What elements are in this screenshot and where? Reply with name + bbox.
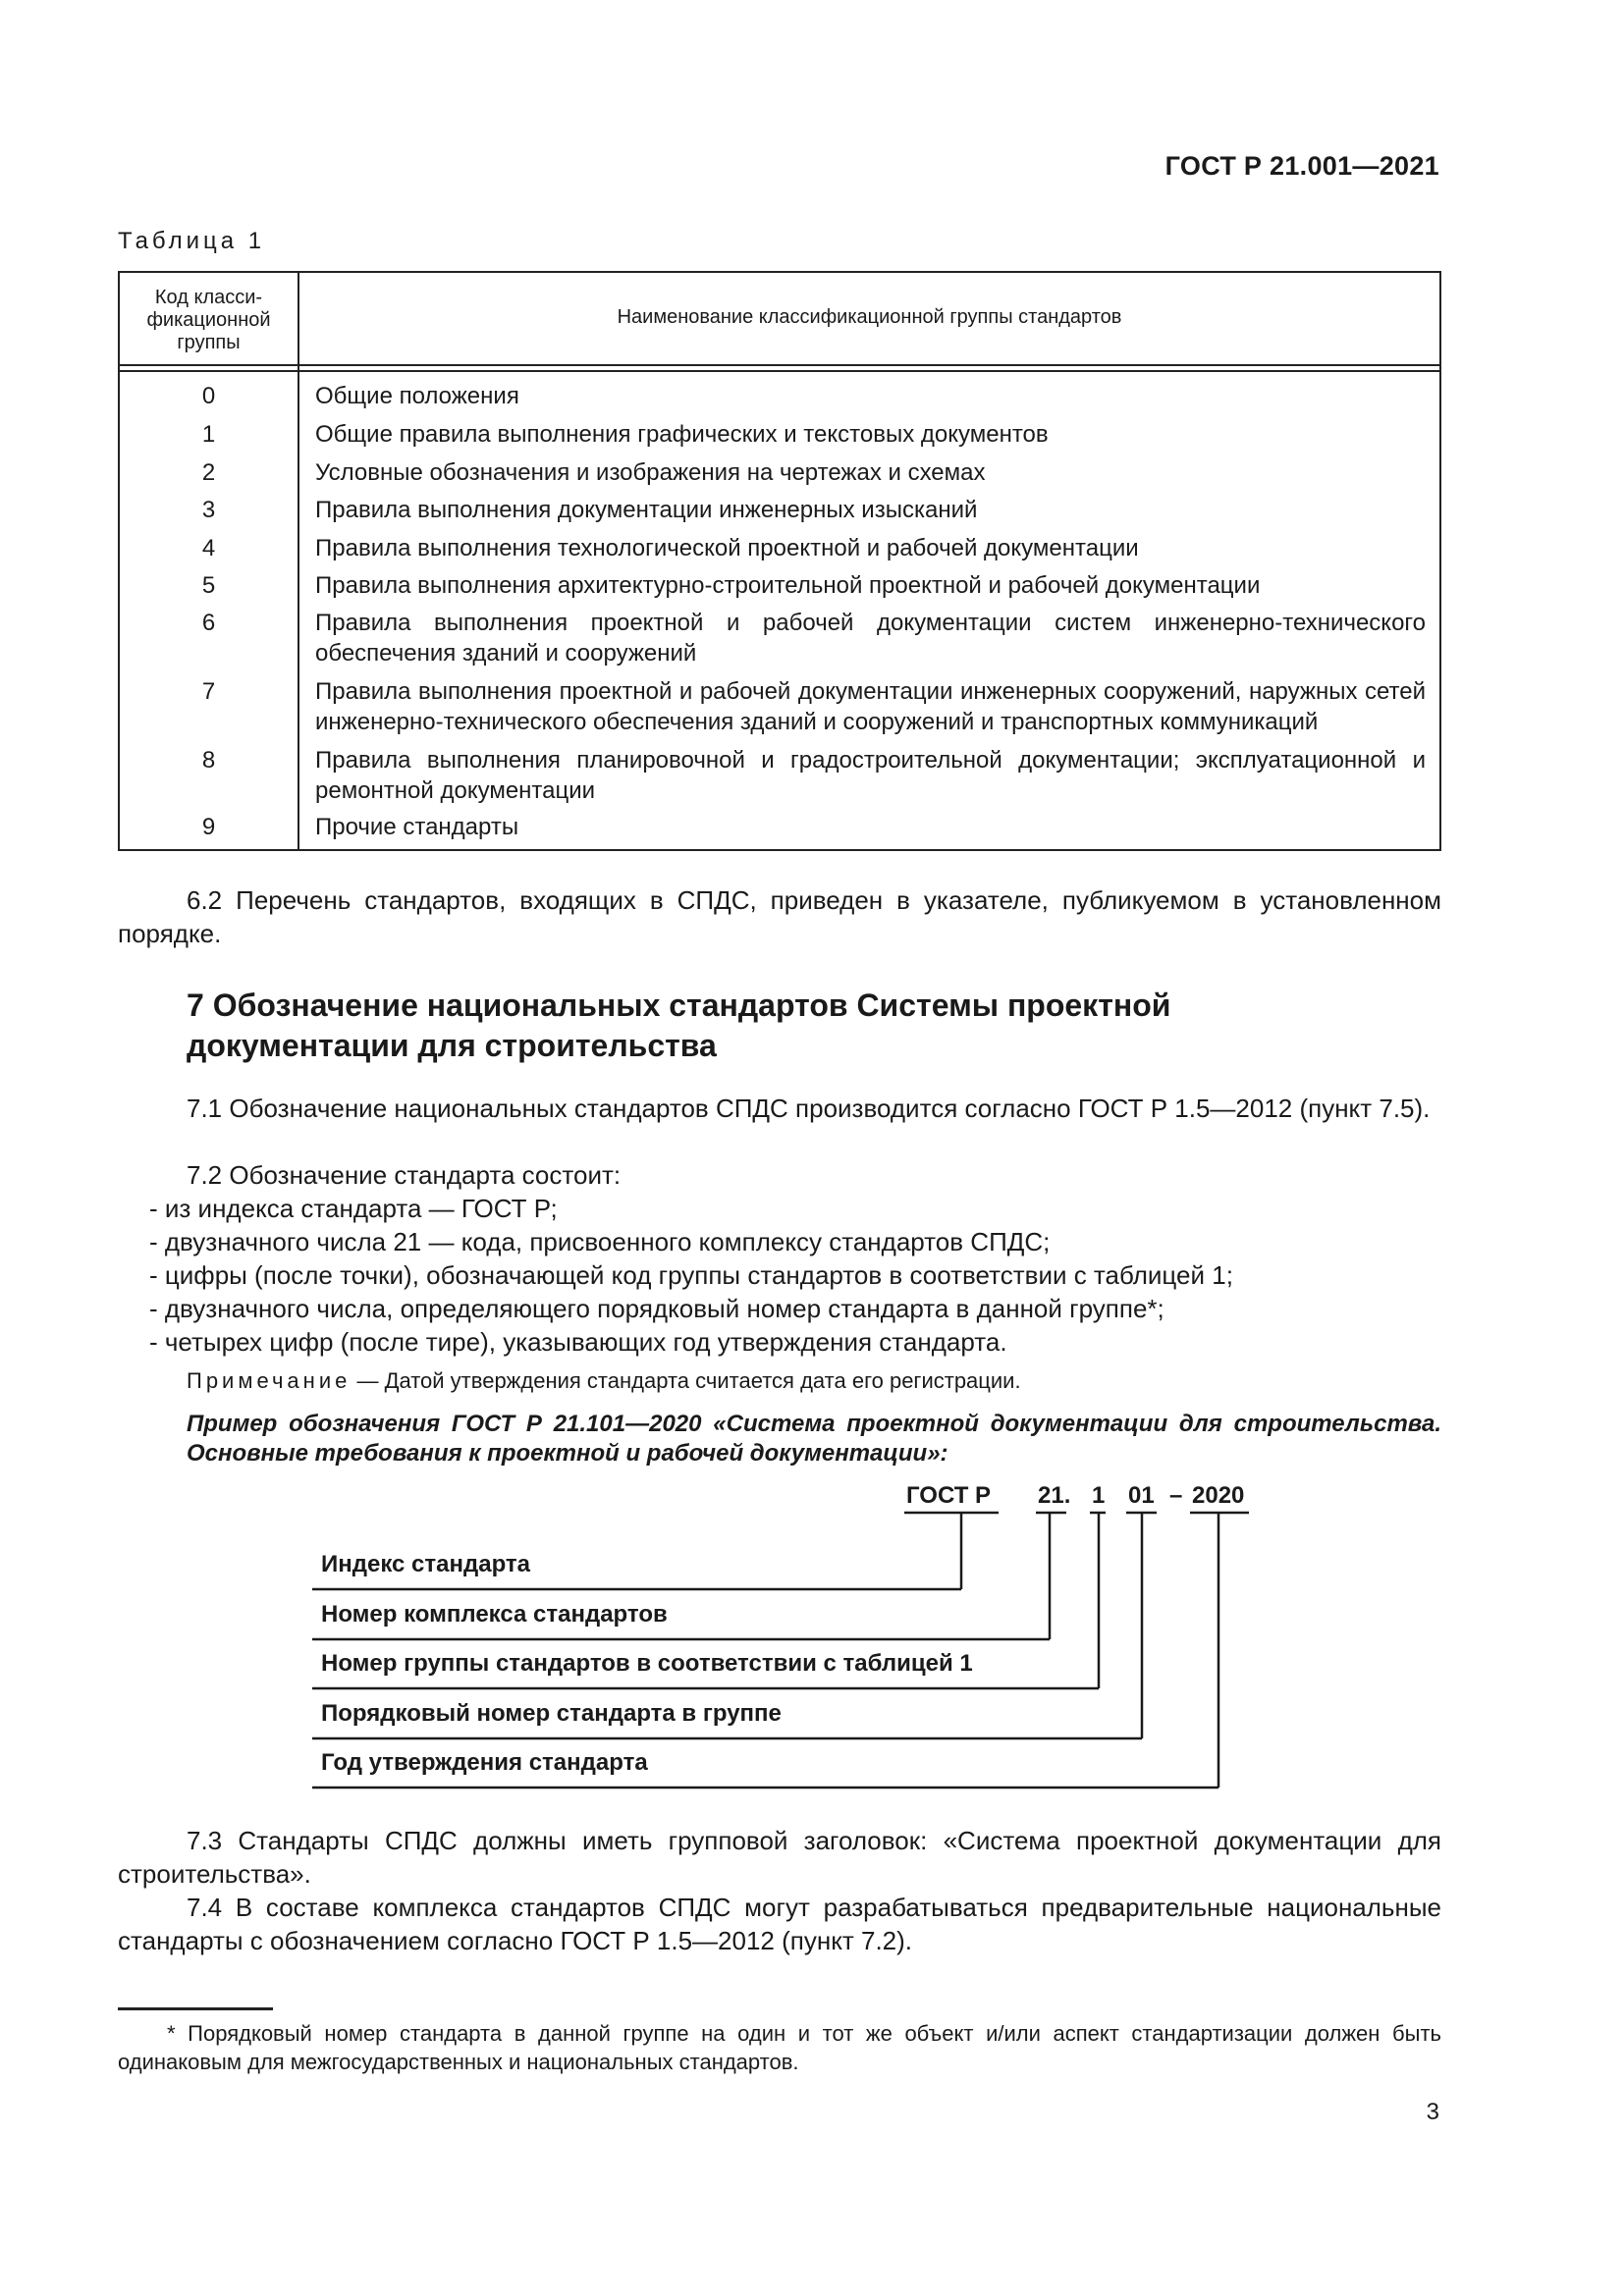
paragraph-7-4: 7.4 В составе комплекса стандартов СПДС могут разрабатываться предварительные национальные стандарты с обозначением согласно ГОСТ Р 1.5—2012 (пункт 7.2). bbox=[118, 1893, 1441, 1955]
designation-part-complex: 21. bbox=[1038, 1482, 1071, 1509]
row-code: 8 bbox=[201, 747, 216, 774]
list-item: - двузначного числа 21 — кода, присвоенного комплексу стандартов СПДС; bbox=[149, 1227, 1051, 1256]
row-code: 1 bbox=[201, 421, 216, 448]
table-caption: Таблица 1 bbox=[118, 228, 266, 254]
note bbox=[187, 1368, 1021, 1394]
row-code: 5 bbox=[201, 572, 216, 599]
row-name: Общие положения bbox=[315, 383, 519, 409]
row-name: Общие правила выполнения графических и текстовых документов bbox=[315, 421, 1049, 448]
designation-part-year: 2020 bbox=[1192, 1482, 1245, 1509]
list-item: - двузначного числа, определяющего порядковый номер стандарта в данной группе*; bbox=[149, 1294, 1164, 1323]
designation-part-group: 1 bbox=[1092, 1482, 1106, 1509]
table-column-divider bbox=[298, 273, 299, 849]
footnote-rule bbox=[118, 2007, 273, 2010]
list-item: - четырех цифр (после тире), указывающих год утверждения стандарта. bbox=[149, 1327, 1007, 1357]
page-number: 3 bbox=[1426, 2099, 1439, 2125]
row-name: Условные обозначения и изображения на чертежах и схемах bbox=[315, 459, 986, 486]
designation-part-index: ГОСТ Р bbox=[906, 1482, 992, 1509]
table-header-rule bbox=[120, 364, 1439, 366]
paragraph-7-1: 7.1 Обозначение национальных стандартов СПДС производится согласно ГОСТ Р 1.5—2012 (пункт 7.5). bbox=[187, 1094, 1431, 1123]
footnote: * Порядковый номер стандарта в данной группе на один и тот же объект и/или аспект стандартизации должен быть одинаковым для межгосударственных и национальных стандартов. bbox=[118, 2021, 1441, 2074]
diagram-label-index: Индекс стандарта bbox=[321, 1551, 531, 1577]
diagram-label-group: Номер группы стандартов в соответствии с таблицей 1 bbox=[321, 1650, 973, 1677]
row-name: Правила выполнения архитектурно-строительной проектной и рабочей документации bbox=[315, 572, 1261, 599]
row-code: 3 bbox=[201, 497, 216, 523]
paragraph-7-2: 7.2 Обозначение стандарта состоит: bbox=[187, 1160, 622, 1190]
row-name: Правила выполнения проектной и рабочей документации инженерных сооружений, наружных сетей инженерно-технического обеспечения зданий и сооружений и транспортных коммуникаций bbox=[315, 678, 1426, 735]
list-item: - из индекса стандарта — ГОСТ Р; bbox=[149, 1194, 558, 1223]
table-header-name: Наименование классификационной группы стандартов bbox=[617, 306, 1122, 328]
table-header-rule-double bbox=[120, 370, 1439, 372]
table-header-code: Код класси- фикационной группы bbox=[146, 287, 271, 353]
diagram-label-year: Год утверждения стандарта bbox=[321, 1749, 648, 1776]
paragraph-6-2: 6.2 Перечень стандартов, входящих в СПДС, приведен в указателе, публикуемом в установленном порядке. bbox=[118, 885, 1441, 948]
paragraph-7-3: 7.3 Стандарты СПДС должны иметь групповой заголовок: «Система проектной документации для строительства». bbox=[118, 1826, 1441, 1889]
row-code: 4 bbox=[201, 535, 216, 561]
row-name: Правила выполнения документации инженерных изысканий bbox=[315, 497, 978, 523]
row-code: 9 bbox=[201, 814, 216, 840]
designation-part-dash: – bbox=[1169, 1482, 1183, 1509]
note-label: Примечание bbox=[187, 1368, 352, 1393]
diagram-label-complex: Номер комплекса стандартов bbox=[321, 1601, 668, 1628]
row-code: 2 bbox=[201, 459, 216, 486]
section-heading: 7 Обозначение национальных стандартов Системы проектной документации для строительства bbox=[187, 988, 1171, 1063]
row-code: 6 bbox=[201, 610, 216, 636]
diagram-label-number: Порядковый номер стандарта в группе bbox=[321, 1700, 782, 1727]
example-text: Пример обозначения ГОСТ Р 21.101—2020 «Система проектной документации для строительства. Основные требования к проектной и рабочей документации»: bbox=[187, 1411, 1441, 1467]
designation-part-number: 01 bbox=[1128, 1482, 1155, 1509]
row-code: 0 bbox=[201, 383, 216, 409]
row-name: Правила выполнения технологической проектной и рабочей документации bbox=[315, 535, 1139, 561]
list-item: - цифры (после точки), обозначающей код группы стандартов в соответствии с таблицей 1; bbox=[149, 1260, 1233, 1290]
row-name: Правила выполнения проектной и рабочей документации систем инженерно-технического обеспечения зданий и сооружений bbox=[315, 610, 1426, 667]
note-text: — Датой утверждения стандарта считается дата его регистрации. bbox=[351, 1368, 1021, 1393]
row-code: 7 bbox=[201, 678, 216, 705]
row-name: Прочие стандарты bbox=[315, 814, 519, 840]
document-code: ГОСТ Р 21.001—2021 bbox=[1164, 151, 1439, 181]
row-name: Правила выполнения планировочной и градостроительной документации; эксплуатационной и ремонтной документации bbox=[315, 747, 1426, 804]
classification-table bbox=[118, 271, 1441, 851]
